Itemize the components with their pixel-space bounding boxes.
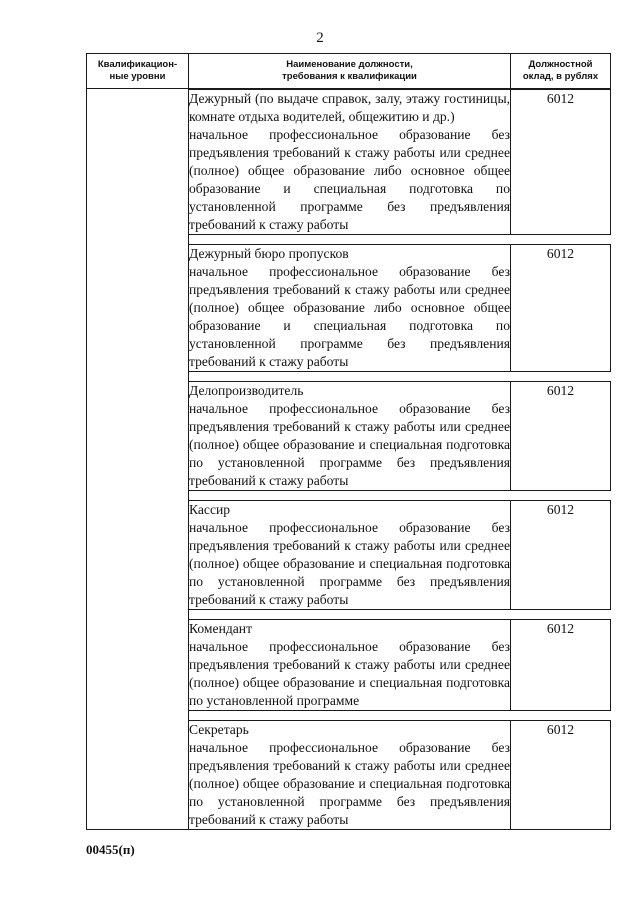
- position-requirements: начальное профессиональное образование без предъявления требований к стажу работы или среднее (полное) общее образование и специальная подготовка по установленной программе: [189, 639, 510, 708]
- position-cell: [189, 90, 511, 235]
- position-requirements: начальное профессиональное образование без предъявления требований к стажу работы или среднее (полное) общее образование и специальная подготовка по установленной программе без предъявления требований к стажу работы: [189, 520, 510, 607]
- position-title: Дежурный (по выдаче справок, залу, этажу гостиницы, комнате отдыха водителей, общежитию и др.): [189, 91, 510, 124]
- qualification-level-cell: [87, 89, 189, 830]
- row-gap: [189, 372, 511, 382]
- position-cell: [189, 501, 511, 610]
- position-cell: [189, 245, 511, 372]
- position-requirements: начальное профессиональное образование без предъявления требований к стажу работы или среднее (полное) общее образование и специальная подготовка по установленной программе без предъявления требований к стажу работы: [189, 740, 510, 827]
- document-code: 00455(п): [86, 842, 135, 857]
- position-title: Комендант: [189, 621, 253, 636]
- table-body: [87, 89, 611, 830]
- position-title: Кассир: [189, 502, 231, 517]
- table-header-row: [87, 54, 611, 89]
- salary-value: 6012: [511, 620, 611, 711]
- position-requirements: начальное профессиональное образование без предъявления требований к стажу работы или среднее (полное) общее образование либо основное общее образование и специальная подготовка по установленной программе без предъявления требований к стажу работы: [189, 127, 510, 232]
- row-gap: [189, 610, 511, 620]
- row-gap: [189, 491, 511, 501]
- qualification-table: [86, 53, 611, 830]
- salary-value: 6012: [511, 721, 611, 830]
- row-gap: [511, 711, 611, 721]
- row-gap: [189, 711, 511, 721]
- salary-value: 6012: [511, 245, 611, 372]
- page-number: 2: [316, 30, 324, 46]
- row-gap: [511, 372, 611, 382]
- position-cell: [189, 721, 511, 830]
- position-cell: [189, 620, 511, 711]
- row-gap: [189, 235, 511, 245]
- position-requirements: начальное профессиональное образование без предъявления требований к стажу работы или среднее (полное) общее образование либо основное общее образование и специальная подготовка по установленной программе без предъявления требований к стажу работы: [189, 264, 510, 369]
- salary-value: 6012: [511, 501, 611, 610]
- header-position-name: Наименование должности, требования к квалификации: [189, 54, 511, 89]
- header-qualification-levels: Квалификацион- ные уровни: [87, 54, 189, 89]
- position-title: Секретарь: [189, 722, 249, 737]
- position-title: Делопроизводитель: [189, 383, 304, 398]
- header-salary: Должностной оклад, в рублях: [511, 54, 611, 89]
- salary-value: 6012: [511, 90, 611, 235]
- salary-value: 6012: [511, 382, 611, 491]
- row-gap: [511, 235, 611, 245]
- position-requirements: начальное профессиональное образование без предъявления требований к стажу работы или среднее (полное) общее образование и специальная подготовка по установленной программе без предъявления требований к стажу работы: [189, 401, 510, 488]
- row-gap: [511, 491, 611, 501]
- row-gap: [511, 610, 611, 620]
- position-title: Дежурный бюро пропусков: [189, 246, 349, 261]
- position-cell: [189, 382, 511, 491]
